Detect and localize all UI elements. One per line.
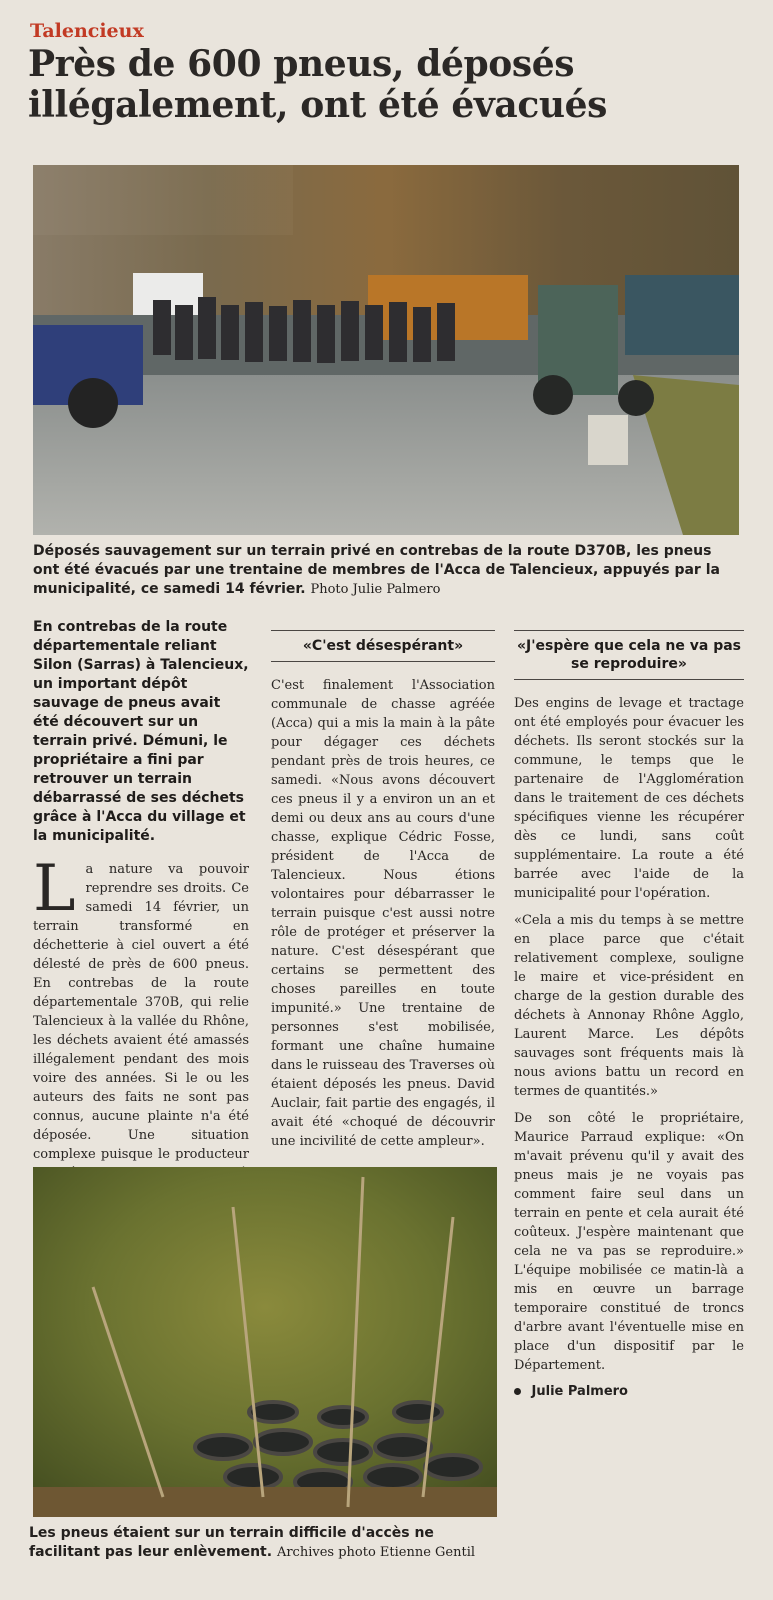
section-kicker: Talencieux <box>30 20 144 42</box>
article-body-paragraph-2: C'est finalement l'Association communale de chasse agréée (Acca) qui a mis la main à la pâte pour dégager ces déchets pendant près de trois heures, ce samedi. «Nous avons découvert ces pneus il y a environ un an et demi ou deux ans au cours d'une chasse, explique Cédric Fosse, président de l'Acca de Talencieux. Nous étions volontaires pour débarrasser le terrain puisque c'est aussi notre rôle de protéger et préserver la nature. C'est désespérant que certains se permettent des choses pareilles en toute impunité.» Une trentaine de personnes s'est mobilisée, formant une chaîne humaine dans le ruisseau des Traverses où étaient déposés les pneus. David Auclair, fait partie des engagés, il avait été «choqué de découvrir une incivilité de cette ampleur». <box>271 678 495 1149</box>
article-column-2 <box>271 618 495 1159</box>
photo-tire-removal-team-illustration <box>33 165 739 535</box>
article-column-3 <box>514 618 744 1401</box>
photo-caption-1 <box>33 542 737 599</box>
photo-tire-removal-team <box>33 165 739 535</box>
byline-dot-icon <box>514 1388 521 1395</box>
photo-tire-dump-site <box>33 1167 497 1517</box>
subhead-reproduire: «J'espère que cela ne va pas se reproduire» <box>514 630 744 680</box>
headline-line-2: illégalement, ont été évacués <box>28 84 608 126</box>
article-body-paragraph-5: De son côté le propriétaire, Maurice Parraud explique: «On m'avait prévenu qu'il y avait des pneus mais je ne voyais pas comment faire seul dans un terrain en pente et cela aurait été coûteux. J'espère maintenant que cela ne va pas se reproduire.» L'équipe mobilisée ce matin-là a mis en œuvre un barrage temporaire constitué de troncs d'arbre avant l'éventuelle mise en place d'un dispositif par le Département. <box>514 1111 744 1373</box>
article-lead: En contrebas de la route départementale reliant Silon (Sarras) à Talencieux, un important dépôt sauvage de pneus avait été découvert sur un terrain privé. Démuni, le propriétaire a fini par retrouver un terrain débarrassé de ses déchets grâce à l'Acca du village et la municipalité. <box>33 619 249 844</box>
article-body-paragraph-3: Des engins de levage et tractage ont été employés pour évacuer les déchets. Ils seront stockés sur la commune, le temps que le partenaire de l'Agglomération dans le traitement de ces déchets spécifiques vienne les récupérer dès ce lundi, sans coût supplémentaire. La route a été barrée avec l'aide de la municipalité pour l'opération. <box>514 696 744 901</box>
byline-name: Julie Palmero <box>531 1384 628 1399</box>
article-body-paragraph-4: «Cela a mis du temps à se mettre en place parce que c'était relativement complexe, souligne le maire et vice-président en charge de la gestion durable des déchets à Annonay Rhône Agglo, Laurent Marce. Les dépôts sauvages sont fréquents mais là nous avions battu un record en termes de quantités.» <box>514 913 744 1099</box>
photo-caption-1-text: Déposés sauvagement sur un terrain privé en contrebas de la route D370B, les pneus ont été évacués par une trentaine de membres de l'Acca de Talencieux, appuyés par la municipalité, ce samedi 14 février. <box>33 543 720 597</box>
article-body-1-text: a nature va pouvoir reprendre ses droits. Ce samedi 14 février, un terrain transformé en déchetterie à ciel ouvert a été délesté de près de 600 pneus. En contrebas de la route départementale 370B, qui relie Talencieux à la vallée du Rhône, les déchets avaient été amassés illégalement pendant des mois voire des années. Si le ou les auteurs des faits ne sont pas connus, aucune plainte n'a été déposée. Une situation complexe puisque le producteur <box>33 862 249 1162</box>
drop-cap: L <box>33 852 76 926</box>
photo-tire-dump-site-illustration <box>33 1167 497 1517</box>
article-byline <box>514 1383 744 1401</box>
photo-caption-2 <box>29 1524 499 1562</box>
photo-credit-1: Photo Julie Palmero <box>310 582 441 597</box>
article-column-1 <box>33 618 249 1248</box>
photo-credit-2: Archives photo Etienne Gentil <box>276 1545 476 1560</box>
headline-line-1: Près de 600 pneus, déposés <box>28 43 575 85</box>
photo-caption-2-text: Les pneus étaient sur un terrain difficile d'accès ne facilitant pas leur enlèvement. <box>29 1525 434 1560</box>
article-headline <box>28 44 748 126</box>
subhead-desesperant: «C'est désespérant» <box>271 630 495 662</box>
